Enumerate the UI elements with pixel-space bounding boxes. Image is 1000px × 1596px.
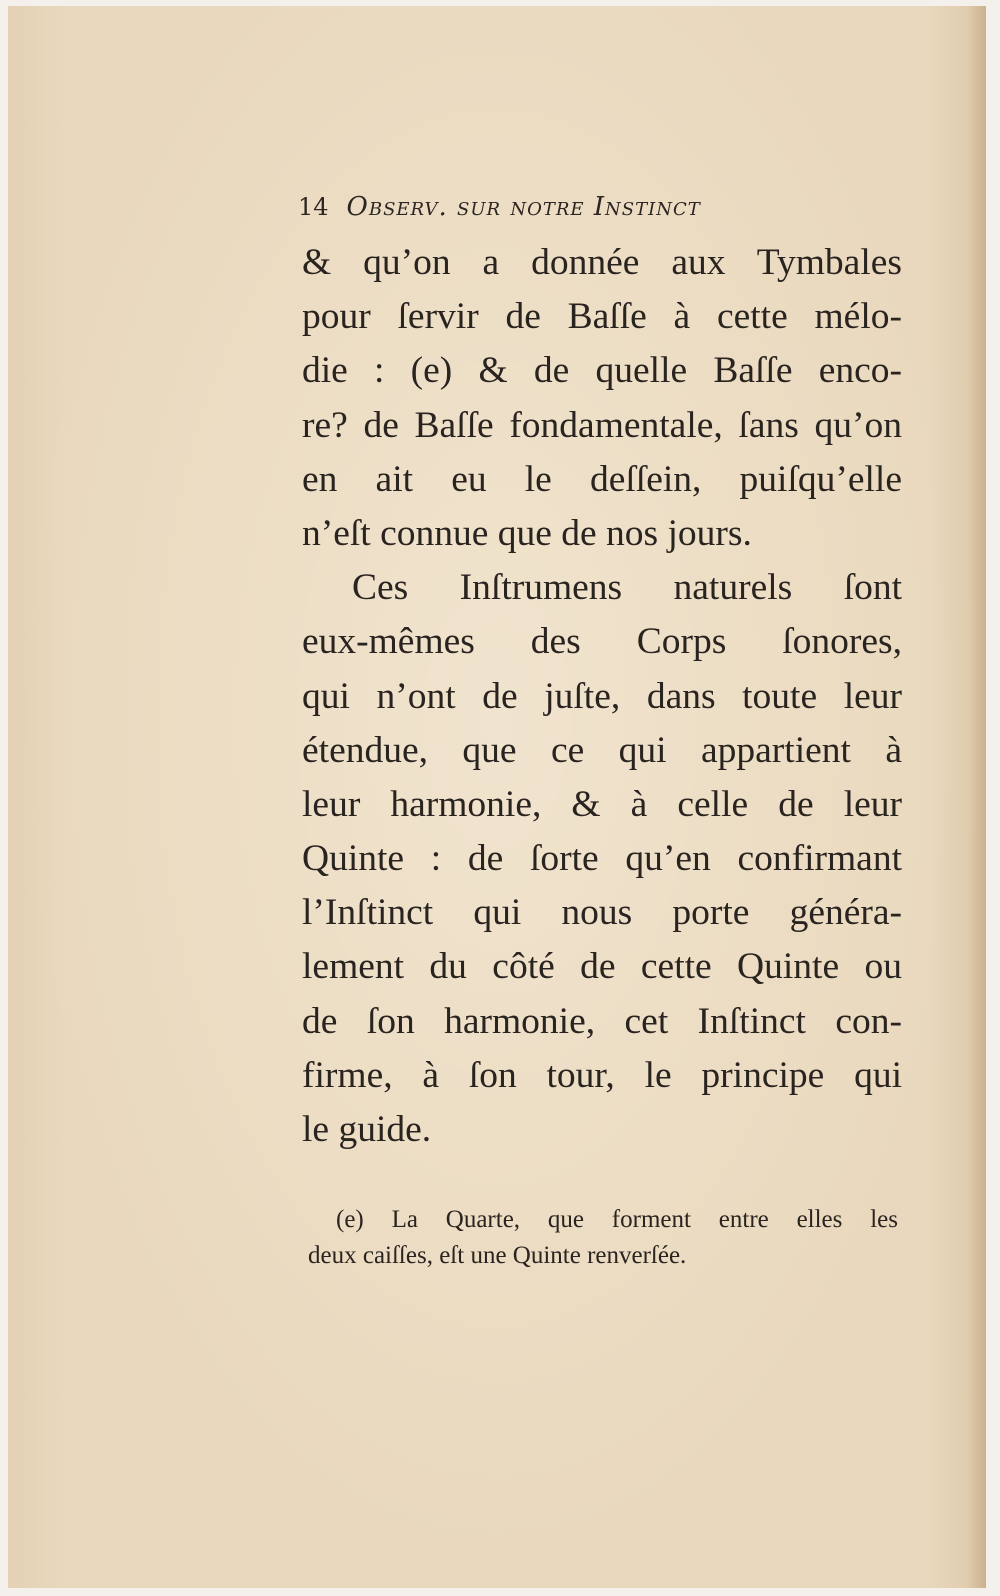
- text-line: étendue, que ce qui appartient à: [302, 729, 902, 771]
- text-line: lement du côté de cette Quinte ou: [302, 946, 902, 988]
- text-line: & qu’on a donnée aux Tymbales: [302, 242, 902, 283]
- text-line: qui n’ont de juſte, dans toute leur: [302, 675, 902, 717]
- text-line: le guide.: [302, 1109, 432, 1150]
- text-line: de ſon harmonie, cet Inſtinct con-: [302, 1000, 902, 1042]
- text-line: leur harmonie, & à celle de leur: [302, 783, 902, 825]
- book-page: [8, 6, 986, 1588]
- text-line: eux-mêmes des Corps ſonores,: [302, 621, 902, 663]
- running-header: [298, 192, 898, 232]
- footnote: [308, 1202, 898, 1274]
- text-line: Quinte : de ſorte qu’en confirmant: [302, 838, 902, 880]
- text-line: die : (e) & de quelle Baſſe enco-: [302, 350, 902, 392]
- text-line: l’Inſtinct qui nous porte généra-: [302, 892, 902, 934]
- text-line: n’eſt connue que de nos jours.: [302, 512, 752, 554]
- text-line: re? de Baſſe fondamentale, ſans qu’on: [302, 404, 902, 446]
- page-number: 14: [298, 193, 329, 221]
- page-edge-shadow: [968, 6, 986, 1588]
- text-line: Ces Inſtrumens naturels ſont: [352, 567, 902, 609]
- text-line: firme, à ſon tour, le principe qui: [302, 1054, 902, 1096]
- footnote-line: deux caiſſes, eſt une Quinte renverſée.: [308, 1242, 687, 1269]
- footnote-line: (e) La Quarte, que forment entre elles les: [336, 1206, 898, 1233]
- body-text: [302, 236, 902, 1157]
- running-title: Observ. sur notre Instinct: [346, 192, 701, 222]
- text-line: pour ſervir de Baſſe à cette mélo-: [302, 296, 902, 338]
- text-line: en ait eu le deſſein, puiſqu’elle: [302, 458, 902, 500]
